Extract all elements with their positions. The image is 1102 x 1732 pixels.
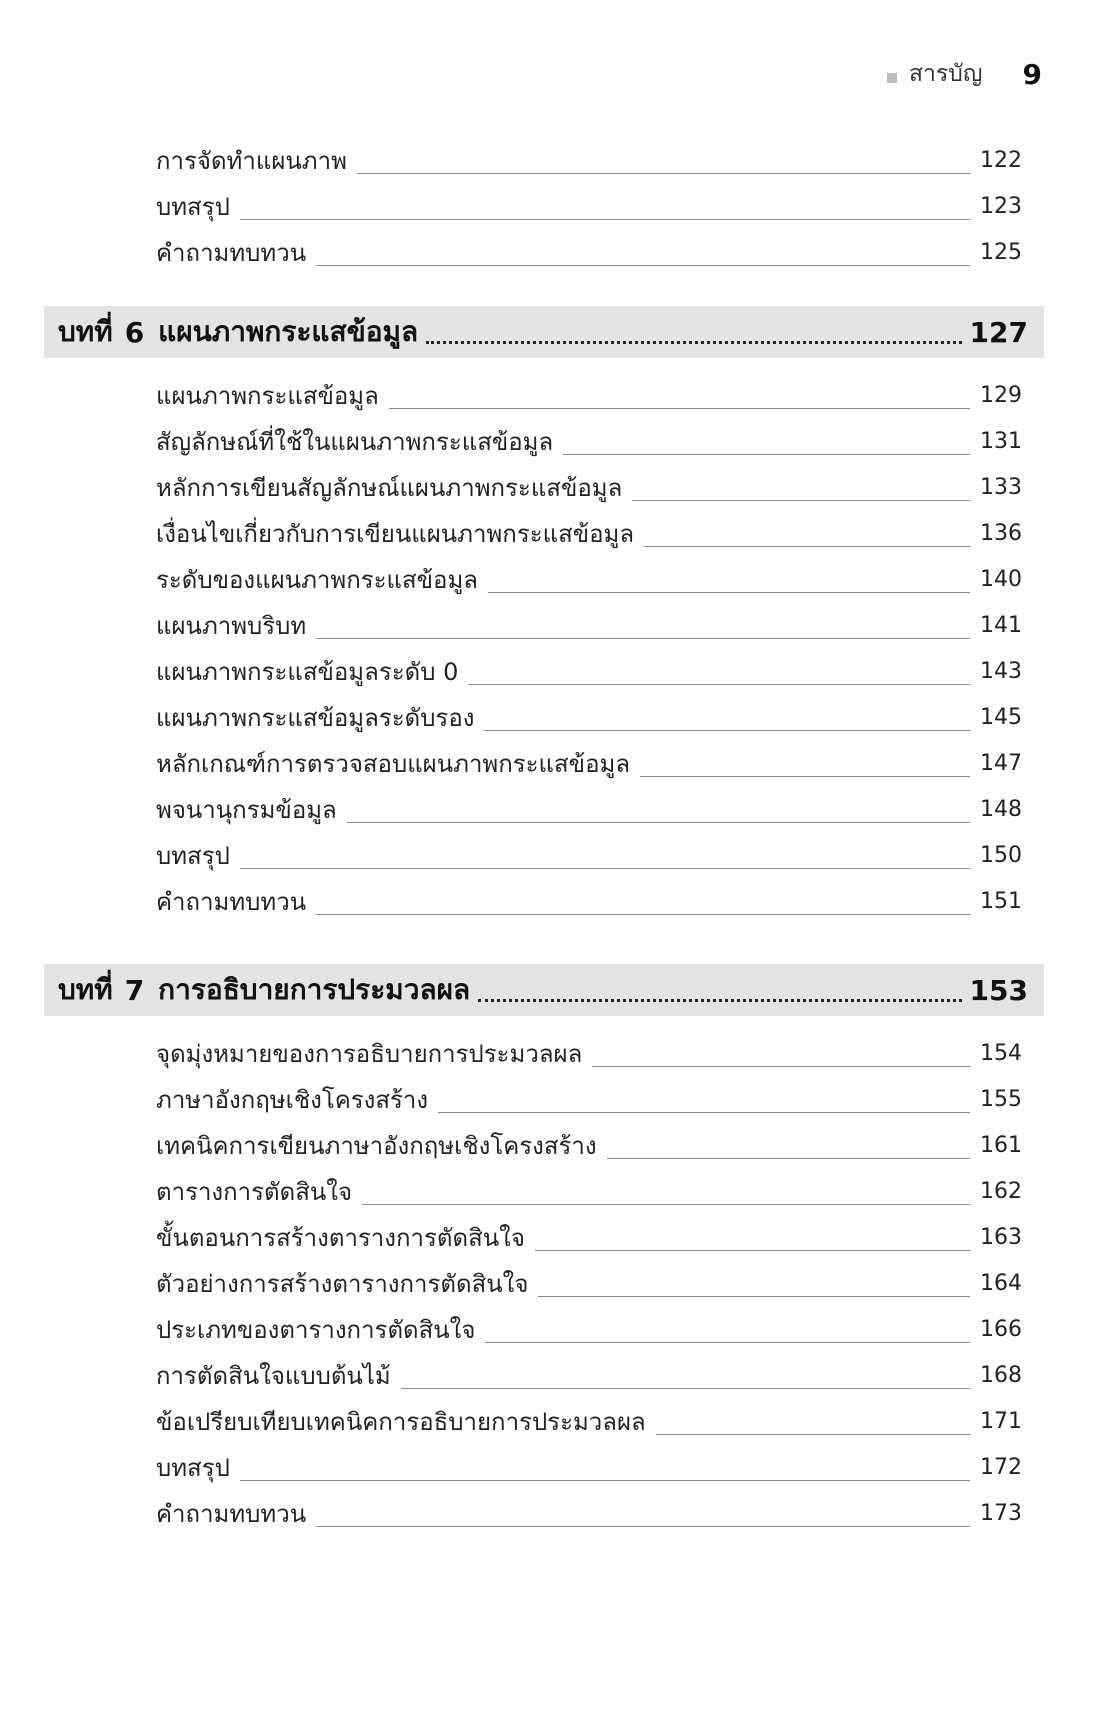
leader-line [632,500,970,501]
chapter-title: แผนภาพกระแสข้อมูล [158,315,419,348]
leader-line [468,684,970,685]
toc-entry-page: 143 [980,658,1022,684]
toc-entry-title: ระดับของแผนภาพกระแสข้อมูล [156,565,478,594]
toc-entry-title: เงื่อนไขเกี่ยวกับการเขียนแผนภาพกระแสข้อมูล [156,519,635,548]
chapter-title: การอธิบายการประมวลผล [158,973,471,1006]
chapter-label: บทที่ [58,315,113,348]
dot-leader [426,341,961,344]
leader-line [347,822,970,823]
toc-entry[interactable] [44,1306,1044,1352]
toc-entry[interactable] [44,1214,1044,1260]
toc-entry-page: 129 [980,382,1022,408]
toc-entry-page: 172 [980,1454,1022,1480]
toc-entry-title: การตัดสินใจแบบต้นไม้ [156,1361,391,1390]
toc-entry-page: 154 [980,1040,1022,1066]
toc-entry-page: 171 [980,1408,1022,1434]
toc-entry[interactable] [44,229,1044,275]
leader-line [592,1066,970,1067]
toc-entry-page: 166 [980,1316,1022,1342]
leader-line [438,1112,970,1113]
leader-line [316,914,970,915]
chapter-6-entries [44,372,1044,924]
toc-entry-title: ประเภทของตารางการตัดสินใจ [156,1315,476,1344]
toc-entry[interactable] [44,372,1044,418]
toc-entry[interactable] [44,137,1044,183]
leader-line [316,1526,970,1527]
leader-line [357,173,970,174]
leader-line [607,1158,970,1159]
toc-entry-title: จุดมุ่งหมายของการอธิบายการประมวลผล [156,1039,583,1068]
toc-entry-title: แผนภาพบริบท [156,611,307,640]
leader-line [240,868,970,869]
toc-entry-title: บทสรุป [156,1453,230,1482]
toc-entry-title: แผนภาพกระแสข้อมูลระดับรอง [156,703,475,732]
toc-entry-page: 122 [980,147,1022,173]
toc-entry[interactable] [44,510,1044,556]
toc-entry-page: 148 [980,796,1022,822]
dot-leader [478,999,961,1002]
leader-line [656,1434,970,1435]
toc-entry-page: 164 [980,1270,1022,1296]
toc-entry-title: เทคนิคการเขียนภาษาอังกฤษเชิงโครงสร้าง [156,1131,597,1160]
toc-entry[interactable] [44,556,1044,602]
toc-entry-title: แผนภาพกระแสข้อมูล [156,381,379,410]
toc-entry-page: 173 [980,1500,1022,1526]
toc-entry-page: 162 [980,1178,1022,1204]
toc-entry-title: ภาษาอังกฤษเชิงโครงสร้าง [156,1085,429,1114]
chapter-7-entries [44,1030,1044,1536]
chapter-page: 153 [969,973,1028,1007]
square-bullet-icon [887,73,897,83]
toc-entry-page: 131 [980,428,1022,454]
toc-entry-title: คำถามทบทวน [156,887,307,916]
toc-entry[interactable] [44,1490,1044,1536]
toc-entry[interactable] [44,786,1044,832]
section-title: สารบัญ [909,61,983,87]
toc-entry[interactable] [44,1352,1044,1398]
chapter-label: บทที่ [58,973,113,1006]
toc-entry[interactable] [44,1030,1044,1076]
toc-entry-title: ตารางการตัดสินใจ [156,1177,353,1206]
toc-entry-title: แผนภาพกระแสข้อมูลระดับ 0 [156,657,459,686]
chapter-7-section [44,964,1044,1536]
toc-entry-page: 136 [980,520,1022,546]
toc-entry-title: บทสรุป [156,841,230,870]
leader-line [488,592,970,593]
toc-entry-page: 123 [980,193,1022,219]
toc-entry[interactable] [44,1398,1044,1444]
toc-top-entries [44,137,1044,275]
toc-entry-title: ตัวอย่างการสร้างตารางการตัดสินใจ [156,1269,529,1298]
leader-line [389,408,970,409]
toc-entry[interactable] [44,832,1044,878]
leader-line [362,1204,970,1205]
toc-entry[interactable] [44,1444,1044,1490]
toc-entry-page: 141 [980,612,1022,638]
leader-line [644,546,970,547]
toc-entry-page: 163 [980,1224,1022,1250]
toc-entry-title: สัญลักษณ์ที่ใช้ในแผนภาพกระแสข้อมูล [156,427,554,456]
toc-entry-title: คำถามทบทวน [156,238,307,267]
chapter-number: 6 [124,315,145,349]
leader-line [240,1480,970,1481]
toc-entry[interactable] [44,694,1044,740]
toc-entry-title: บทสรุป [156,192,230,221]
toc-entry-page: 168 [980,1362,1022,1388]
toc-entry-title: ขั้นตอนการสร้างตารางการตัดสินใจ [156,1223,525,1252]
chapter-number: 7 [124,973,145,1007]
toc-entry-title: การจัดทำแผนภาพ [156,146,347,175]
leader-line [484,730,970,731]
toc-entry[interactable] [44,1168,1044,1214]
leader-line [640,776,970,777]
leader-line [316,638,970,639]
toc-entry-title: พจนานุกรมข้อมูล [156,795,337,824]
toc-entry[interactable] [44,648,1044,694]
toc-entry-page: 133 [980,474,1022,500]
leader-line [563,454,970,455]
toc-entry[interactable] [44,464,1044,510]
toc-entry-page: 155 [980,1086,1022,1112]
leader-line [316,265,970,266]
toc-entry-page: 140 [980,566,1022,592]
page-number: 9 [1022,57,1042,91]
toc-entry-page: 145 [980,704,1022,730]
toc-entry-page: 150 [980,842,1022,868]
toc-entry[interactable] [44,602,1044,648]
chapter-6-section [44,306,1044,924]
toc-entry[interactable] [44,1076,1044,1122]
toc-entry[interactable] [44,740,1044,786]
leader-line [535,1250,970,1251]
toc-entry-page: 161 [980,1132,1022,1158]
toc-entry[interactable] [44,878,1044,924]
leader-line [401,1388,970,1389]
toc-entry[interactable] [44,1122,1044,1168]
toc-entry-title: หลักการเขียนสัญลักษณ์แผนภาพกระแสข้อมูล [156,473,623,502]
chapter-page: 127 [969,315,1028,349]
toc-entry[interactable] [44,1260,1044,1306]
chapter-heading[interactable] [44,964,1044,1016]
toc-entry-title: ข้อเปรียบเทียบเทคนิคการอธิบายการประมวลผล [156,1407,646,1436]
toc-entry-title: หลักเกณฑ์การตรวจสอบแผนภาพกระแสข้อมูล [156,749,631,778]
leader-line [538,1296,970,1297]
page-header [887,56,1042,92]
toc-entry-page: 125 [980,239,1022,265]
leader-line [485,1342,970,1343]
chapter-heading[interactable] [44,306,1044,358]
toc-entry-title: คำถามทบทวน [156,1499,307,1528]
toc-entry[interactable] [44,418,1044,464]
toc-entry-page: 147 [980,750,1022,776]
toc-entry-page: 151 [980,888,1022,914]
leader-line [240,219,970,220]
toc-entry[interactable] [44,183,1044,229]
